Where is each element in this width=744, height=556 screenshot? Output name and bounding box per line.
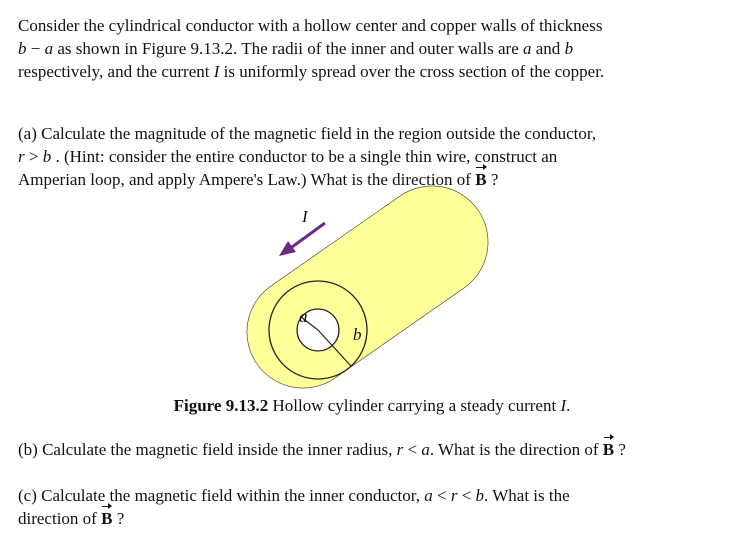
var-b: b xyxy=(564,39,574,58)
gt: > xyxy=(24,147,43,166)
caption-end: . xyxy=(566,396,571,415)
caption-text: Hollow cylinder carrying a steady current xyxy=(268,396,561,415)
figure-label: Figure 9.13.2 xyxy=(173,396,269,415)
var-r: r xyxy=(18,147,25,166)
var-b: b xyxy=(42,147,52,166)
part-b-paragraph xyxy=(18,438,680,461)
var-r: r xyxy=(450,486,458,505)
vector-b: B xyxy=(101,509,113,528)
intro-text: is uniformly spread over the cross section of the copper. xyxy=(219,62,605,81)
part-a-text: . (Hint: consider the entire conductor to be a single thin wire, construct an xyxy=(51,147,558,166)
part-c-text: (c) Calculate the magnetic field within the inner conductor, xyxy=(18,486,425,505)
vector-b: B xyxy=(602,440,615,459)
part-c-paragraph xyxy=(18,484,680,530)
var-b: b xyxy=(475,486,485,505)
question-mark: ? xyxy=(614,440,626,459)
var-r: r xyxy=(396,440,404,459)
part-c-text: . What is the xyxy=(484,486,570,505)
part-c-text: direction of xyxy=(18,509,102,528)
intro-text: Consider the cylindrical conductor with a hollow center and copper walls of thickness xyxy=(18,16,603,35)
var-b: b xyxy=(18,39,27,58)
var-current: I xyxy=(213,62,220,81)
intro-text: respectively, and the current xyxy=(18,62,214,81)
minus: − xyxy=(26,39,45,58)
lt: < xyxy=(432,486,451,505)
vector-b: B xyxy=(475,170,487,189)
question-mark: ? xyxy=(486,170,499,189)
current-arrow-shaft xyxy=(292,223,325,247)
lt: < xyxy=(403,440,422,459)
var-current: I xyxy=(560,396,567,415)
var-a: a xyxy=(424,486,433,505)
var-a: a xyxy=(421,440,430,459)
question-mark: ? xyxy=(112,509,125,528)
var-a: a xyxy=(523,39,532,58)
lt: < xyxy=(457,486,476,505)
outer-radius-label: b xyxy=(353,325,362,344)
inner-radius-label: a xyxy=(299,307,308,326)
var-a: a xyxy=(44,39,54,58)
part-b-text: . What is the direction of xyxy=(429,440,603,459)
part-b-text: (b) Calculate the magnetic field inside the inner radius, xyxy=(18,440,397,459)
current-arrow-head xyxy=(279,241,296,256)
current-label: I xyxy=(302,207,308,226)
part-a-text: Amperian loop, and apply Ampere's Law.) What is the direction of xyxy=(18,170,476,189)
part-a-text: (a) Calculate the magnitude of the magnetic field in the region outside the conductor, xyxy=(18,124,597,143)
figure-caption xyxy=(0,395,744,417)
intro-text: as shown in Figure 9.13.2. The radii of the inner and outer walls are xyxy=(53,39,524,58)
intro-text: and xyxy=(531,39,565,58)
